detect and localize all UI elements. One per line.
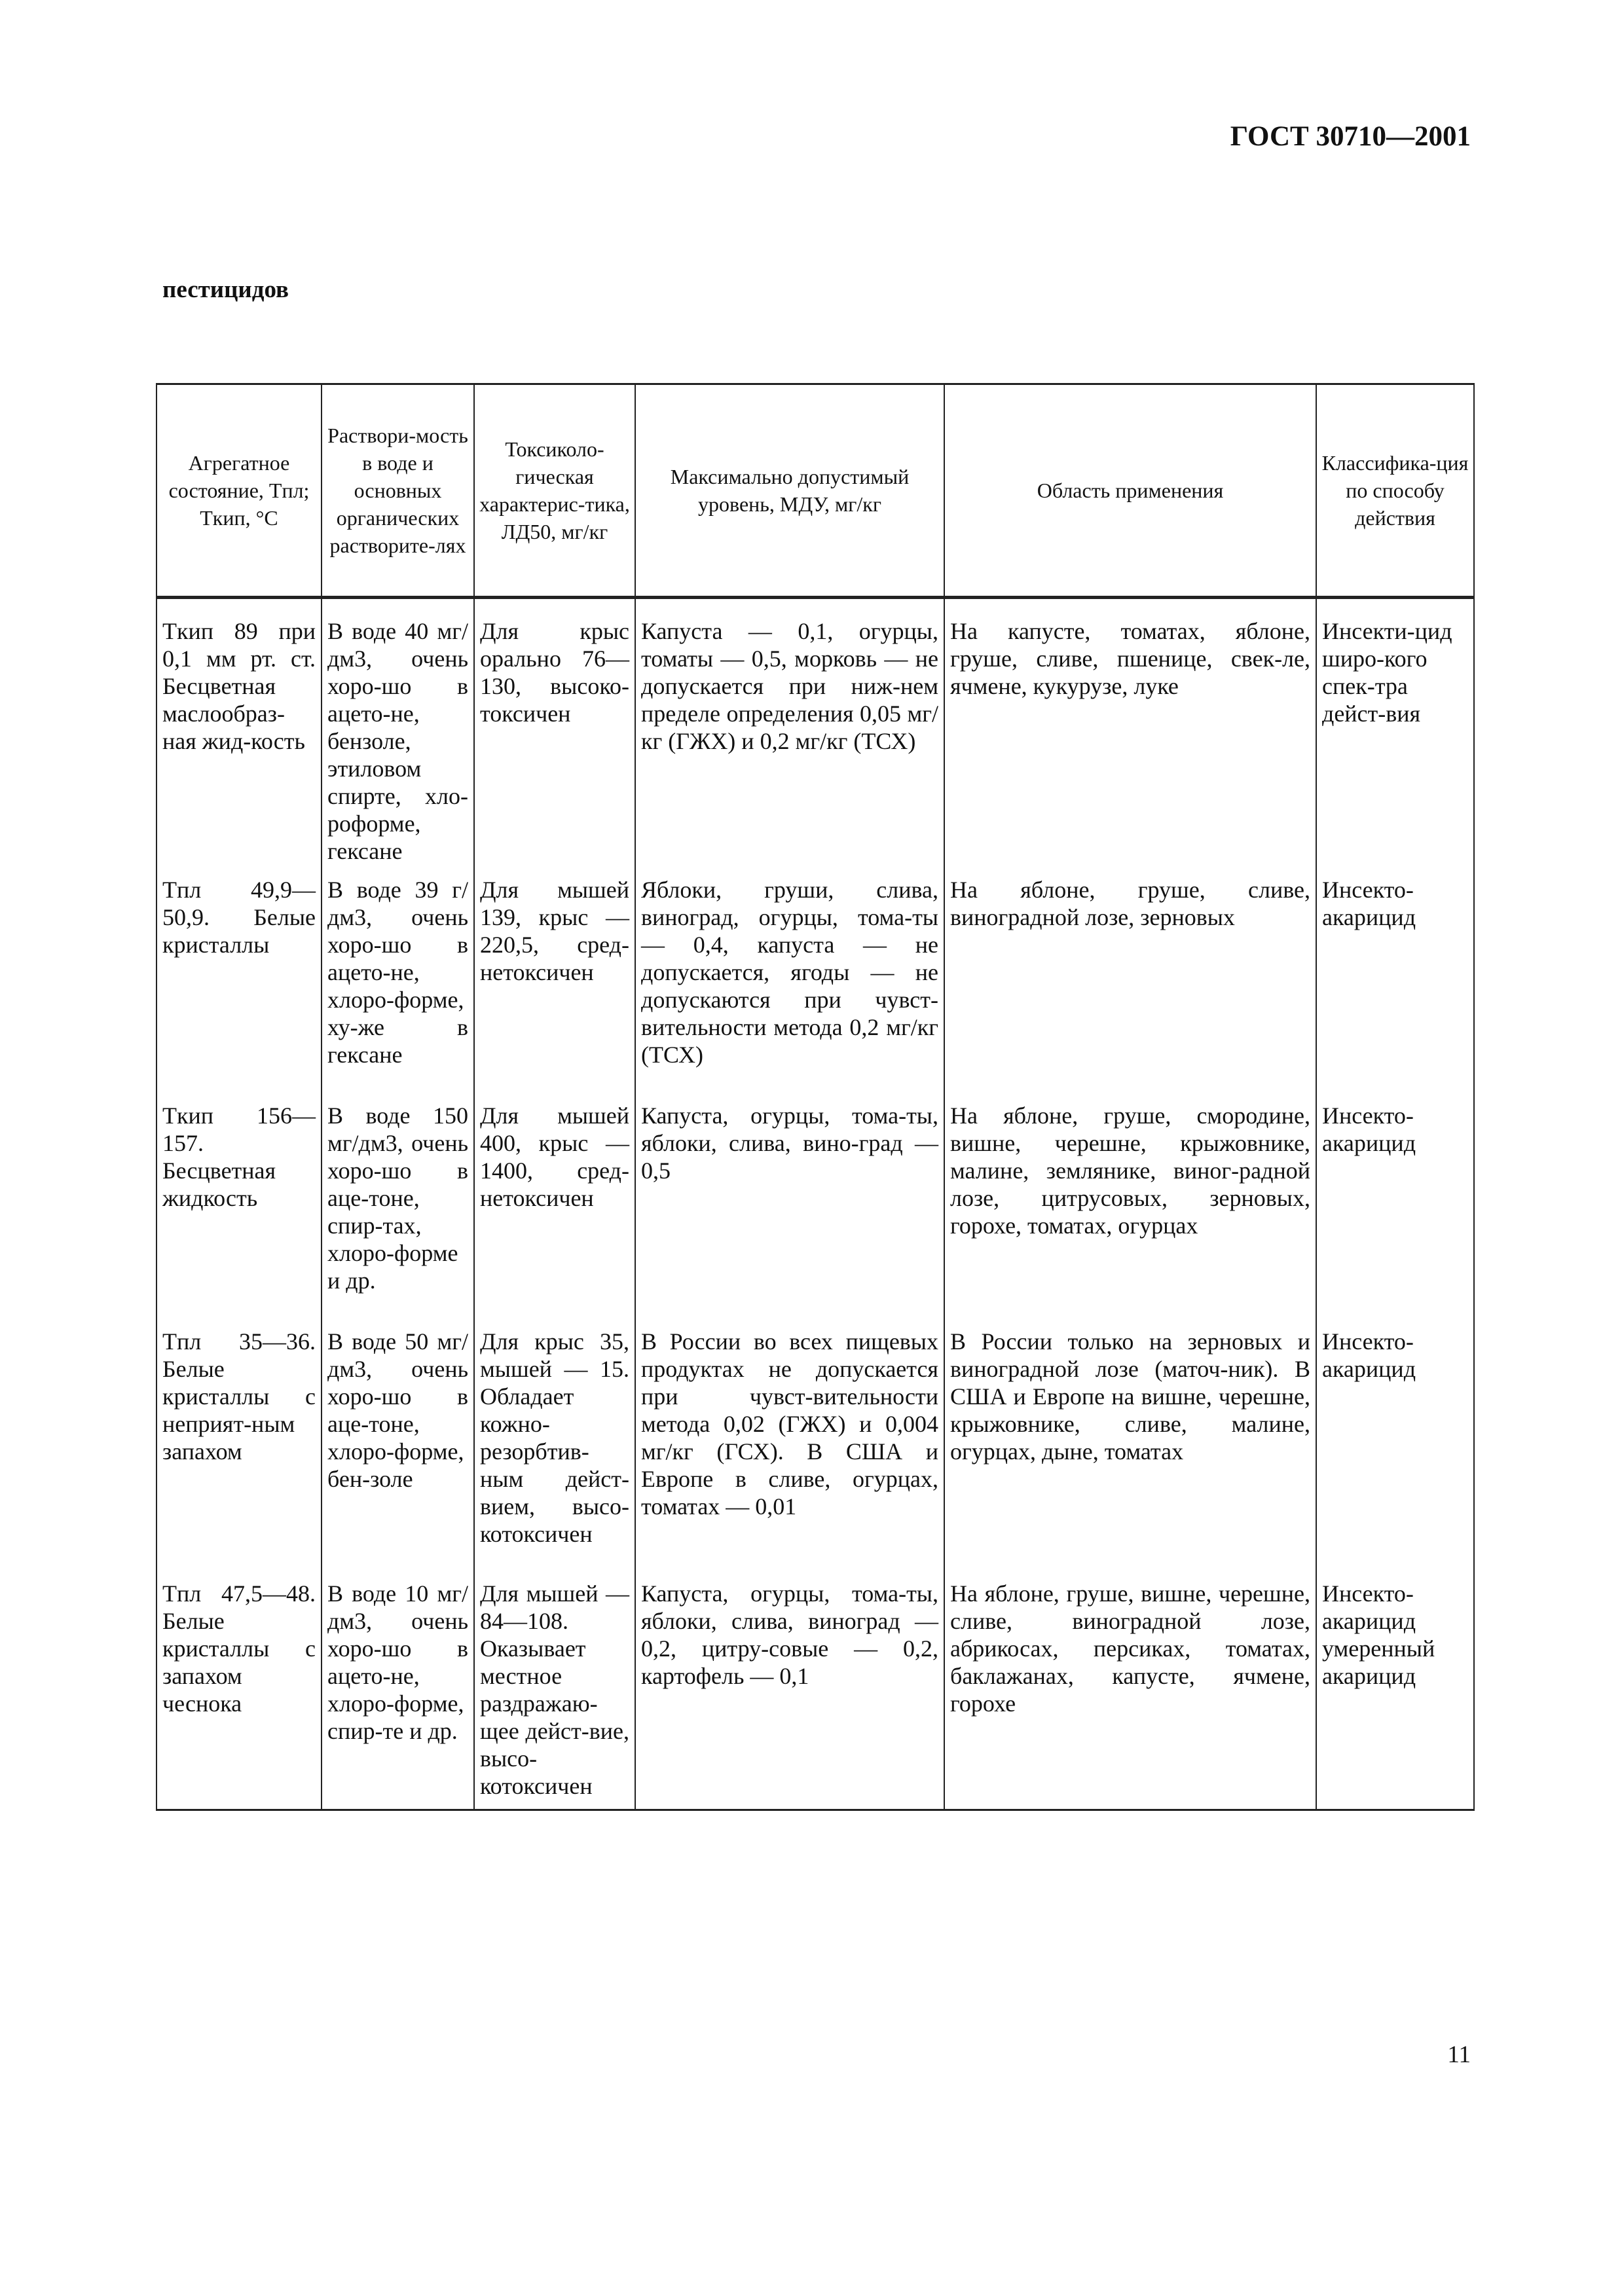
table-header-row: [157, 384, 1474, 598]
cell-solubility: В воде 150 мг/дм3, очень хоро-шо в аце-тоне, спир-тах, хлоро-форме и др.: [322, 1102, 474, 1328]
cell-toxicity: Для мышей 139, крыс — 220,5, сред-нетоксичен: [474, 876, 635, 1102]
table-row: [157, 876, 1474, 1102]
cell-state: Tпл 49,9—50,9. Белые кристаллы: [157, 876, 322, 1102]
cell-state: Tкип 89 при 0,1 мм рт. ст. Бесцветная маслообраз-ная жид-кость: [157, 598, 322, 877]
cell-class: Инсекти-цид широ-кого спек-тра дейст-вия: [1316, 598, 1474, 877]
cell-solubility: В воде 10 мг/дм3, очень хоро-шо в ацето-не, хлоро-форме, спир-те и др.: [322, 1580, 474, 1810]
pesticide-table: [156, 383, 1475, 1811]
cell-application: На яблоне, груше, смородине, вишне, черешне, крыжовнике, малине, землянике, виног-радной лозе, цитрусовых, зерновых, горохе, томатах, огурцах: [944, 1102, 1316, 1328]
cell-class: Инсекто-акарицид умеренный акарицид: [1316, 1580, 1474, 1810]
cell-mrl: Капуста, огурцы, тома-ты, яблоки, слива, вино-град — 0,5: [635, 1102, 944, 1328]
cell-class: Инсекто-акарицид: [1316, 1328, 1474, 1580]
col-header-class: Классифика-ция по способу действия: [1316, 384, 1474, 598]
cell-class: Инсекто-акарицид: [1316, 876, 1474, 1102]
cell-class: Инсекто-акарицид: [1316, 1102, 1474, 1328]
cell-application: На яблоне, груше, сливе, виноградной лозе, зерновых: [944, 876, 1316, 1102]
cell-mrl: Капуста — 0,1, огурцы, томаты — 0,5, морковь — не допускается при ниж-нем пределе определения 0,05 мг/кг (ГЖХ) и 0,2 мг/кг (ТСХ): [635, 598, 944, 877]
table-row: [157, 1328, 1474, 1580]
col-header-mrl: Максимально допустимый уровень, МДУ, мг/кг: [635, 384, 944, 598]
cell-state: Tпл 47,5—48. Белые кристаллы с запахом чеснока: [157, 1580, 322, 1810]
cell-mrl: В России во всех пищевых продуктах не допускается при чувст-вительности метода 0,02 (ГЖХ) и 0,004 мг/кг (ГСХ). В США и Европе в сливе, огурцах, томатах — 0,01: [635, 1328, 944, 1580]
table-row: [157, 1580, 1474, 1810]
cell-toxicity: Для крыс 35, мышей — 15. Обладает кожно-резорбтив-ным дейст-вием, высо-котоксичен: [474, 1328, 635, 1580]
table-caption: пестицидов: [162, 276, 289, 303]
col-header-toxicity: Токсиколо-гическая характерис-тика, ЛД50, мг/кг: [474, 384, 635, 598]
cell-toxicity: Для мышей — 84—108. Оказывает местное раздражаю-щее дейст-вие, высо-котоксичен: [474, 1580, 635, 1810]
col-header-solubility: Раствори-мость в воде и основных органических растворите-лях: [322, 384, 474, 598]
table-row: [157, 598, 1474, 877]
cell-mrl: Капуста, огурцы, тома-ты, яблоки, слива, виноград — 0,2, цитру-совые — 0,2, картофель — 0,1: [635, 1580, 944, 1810]
cell-solubility: В воде 50 мг/дм3, очень хоро-шо в аце-тоне, хлоро-форме, бен-золе: [322, 1328, 474, 1580]
table-row: [157, 1102, 1474, 1328]
col-header-application: Область применения: [944, 384, 1316, 598]
col-header-state: Агрегатное состояние, Tпл; Tкип, °С: [157, 384, 322, 598]
cell-state: Tпл 35—36. Белые кристаллы с неприят-ным запахом: [157, 1328, 322, 1580]
cell-solubility: В воде 39 г/дм3, очень хоро-шо в ацето-не, хлоро-форме, ху-же в гексане: [322, 876, 474, 1102]
cell-application: На яблоне, груше, вишне, черешне, сливе, виноградной лозе, абрикосах, персиках, томатах, баклажанах, капусте, ячмене, горохе: [944, 1580, 1316, 1810]
cell-application: На капусте, томатах, яблоне, груше, сливе, пшенице, свек-ле, ячмене, кукурузе, луке: [944, 598, 1316, 877]
cell-mrl: Яблоки, груши, слива, виноград, огурцы, тома-ты — 0,4, капуста — не допускается, ягоды — не допускаются при чувст-вительности метода 0,2 мг/кг (ТСХ): [635, 876, 944, 1102]
cell-toxicity: Для мышей 400, крыс — 1400, сред-нетоксичен: [474, 1102, 635, 1328]
cell-application: В России только на зерновых и виноградной лозе (маточ-ник). В США и Европе на вишне, черешне, крыжовнике, сливе, малине, огурцах, дыне, томатах: [944, 1328, 1316, 1580]
cell-state: Tкип 156—157. Бесцветная жидкость: [157, 1102, 322, 1328]
document-code: ГОСТ 30710—2001: [1230, 121, 1471, 152]
cell-toxicity: Для крыс орально 76—130, высоко-токсичен: [474, 598, 635, 877]
page-number: 11: [1447, 2041, 1471, 2068]
cell-solubility: В воде 40 мг/дм3, очень хоро-шо в ацето-не, бензоле, этиловом спирте, хло-роформе, гексане: [322, 598, 474, 877]
